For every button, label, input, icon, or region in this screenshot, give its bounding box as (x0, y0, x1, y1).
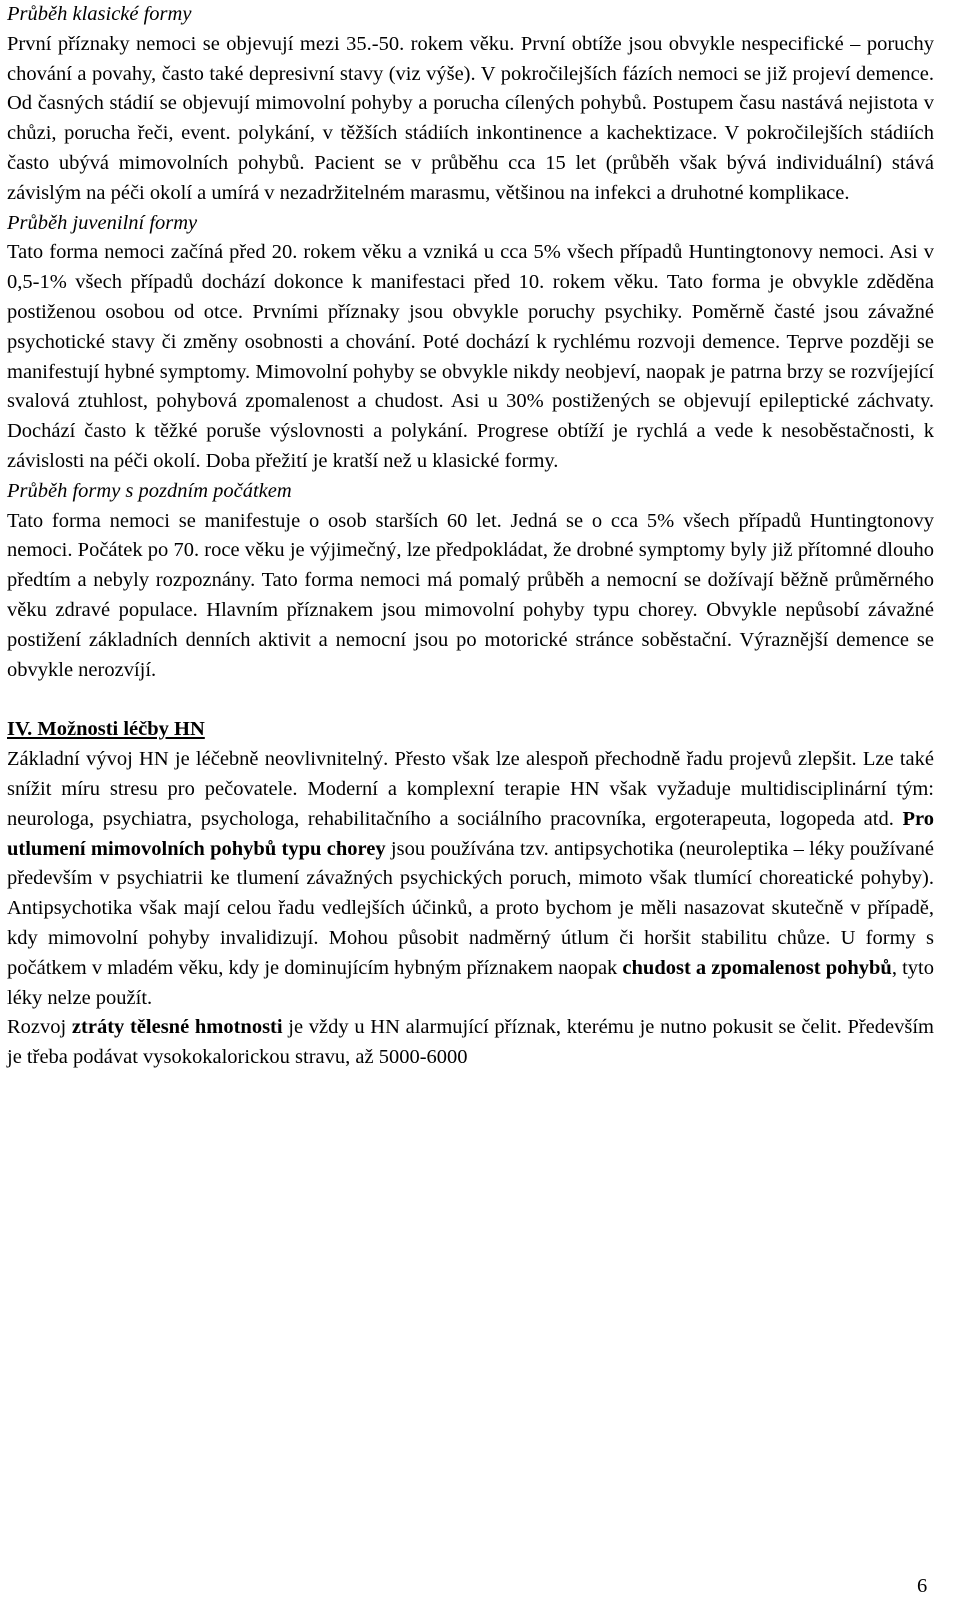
treatment-text-1: Základní vývoj HN je léčebně neovlivnitelný. Přesto však lze alespoň přechodně řadu projevů zlepšit. Lze také snížit míru stresu pro pečovatele. Moderní a komplexní terapie HN však vyžaduje multidisciplinární tým: neurologa, psychiatra, psychologa, rehabilitačního a sociálního pracovníka, ergoterapeuta, logopeda atd. (7, 748, 934, 830)
treatment-text-2: jsou používána tzv. antipsychotika (neuroleptika – léky používané především v psychiatrii ke tlumení závažných psychických poruch, mimoto však tlumící choreatické pohyby). Antipsychotika však mají celou řadu vedlejších účinků, a proto bychom je měli nasazovat skutečně v případě, kdy mimovolní pohyby invalidizují. Mohou působit nadměrný útlum či horšit stabilitu chůze. U formy s počátkem v mladém věku, kdy je dominujícím hybným příznakem naopak (7, 837, 934, 979)
document-page (7, 0, 934, 1073)
section-heading-juvenile: Průběh juvenilní formy (7, 211, 198, 234)
paragraph-weight-loss (7, 1013, 934, 1073)
section-heading-late-onset: Průběh formy s pozdním počátkem (7, 479, 292, 502)
chapter-heading: IV. Možnosti léčby HN (7, 718, 205, 741)
treatment-text-3: , tyto léky nelze použít. (7, 956, 934, 1009)
paragraph-late-onset: Tato forma nemoci se manifestuje o osob starších 60 let. Jedná se o cca 5% všech případů Huntingtonovy nemoci. Počátek po 70. roce věku je výjimečný, lze předpokládat, že drobné symptomy byly již přítomné dlouho předtím a nebyly rozpoznány. Tato forma nemoci má pomalý průběh a nemocní se dožívají běžně průměrného věku zdravé populace. Hlavním příznakem jsou mimovolní pohyby typu chorey. Obvykle nepůsobí závažné postižení základních denních aktivit a nemocní jsou po motorické stránce soběstační. Výraznější demence se obvykle nerozvíjí. (7, 509, 934, 681)
paragraph-classic: První příznaky nemoci se objevují mezi 35.-50. rokem věku. První obtíže jsou obvykle nespecifické – poruchy chování a povahy, často také depresivní stavy (viz výše). V pokročilejších fázích nemoci se již projeví demence. Od časných stádií se objevují mimovolní pohyby a porucha cílených pohybů. Postupem času nastává nejistota v chůzi, porucha řeči, event. polykání, v těžších stádiích inkontinence a kachektizace. V pokročilejších stádiích často ubývá mimovolních pohybů. Pacient se v průběhu cca 15 let (průběh však bývá individuální) stává závislým na péči okolí a umírá v nezadržitelném marasmu, většinou na infekci a druhotné komplikace. (7, 32, 934, 204)
weight-text-1: Rozvoj (7, 1016, 72, 1039)
weight-text-2: je vždy u HN alarmující příznak, kterému je nutno pokusit se čelit. Především je třeba podávat vysokokalorickou stravu, až 5000-6000 (7, 1016, 934, 1069)
paragraph-juvenile: Tato forma nemoci začíná před 20. rokem věku a vzniká u cca 5% všech případů Huntingtonovy nemoci. Asi v 0,5-1% všech případů dochází dokonce k manifestaci před 10. rokem věku. Tato forma je obvykle zděděna postiženou osobou od otce. Prvními příznaky jsou obvykle poruchy psychiky. Poměrně časté jsou závažné psychotické stavy či změny osobnosti a chování. Poté dochází k rychlému rozvoji demence. Teprve později se manifestují hybné symptomy. Mimovolní pohyby se obvykle nikdy neobjeví, naopak je patrna brzy se rozvíjející svalová ztuhlost, pohybová zpomalenost a chudost. Asi u 30% postižených se objevují epileptické záchvaty. Dochází často k těžké poruše výslovnosti a polykání. Progrese obtíží je rychlá a vede k nesoběstačnosti, k závislosti na péči okolí. Doba přežití je kratší než u klasické formy. (7, 241, 934, 472)
treatment-emphasis-chorea: Pro utlumení mimovolních pohybů typu chorey (7, 807, 934, 860)
weight-emphasis: ztráty tělesné hmotnosti (71, 1016, 283, 1039)
treatment-emphasis-slowness: chudost a zpomalenost pohybů (622, 956, 892, 979)
section-heading-classic: Průběh klasické formy (7, 3, 192, 25)
spacer (7, 685, 934, 715)
paragraph-treatment (7, 745, 934, 1013)
page-number: 6 (917, 1575, 928, 1597)
